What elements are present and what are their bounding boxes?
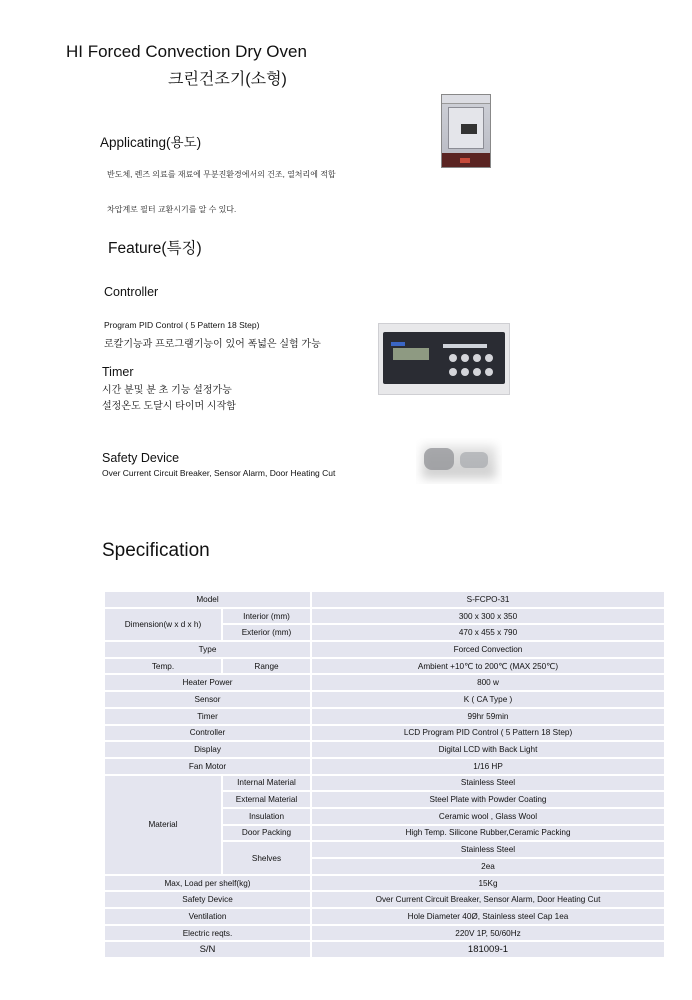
spec-value-fan: 1/16 HP [311, 758, 665, 775]
spec-label-dimension: Dimension(w x d x h) [104, 608, 222, 641]
feature-heading: Feature(특징) [108, 240, 202, 257]
spec-label-electric: Electric reqts. [104, 925, 311, 942]
applicating-line-1: 반도체, 렌즈 의료를 재료에 무분진환경에서의 건조, 열처리에 적합 [107, 170, 336, 179]
spec-label-ventilation: Ventilation [104, 908, 311, 925]
table-row [104, 591, 665, 608]
table-row [104, 674, 665, 691]
timer-line-1: 시간 분및 분 초 기능 설정가능 [102, 385, 232, 396]
spec-label-display: Display [104, 741, 311, 758]
spec-label-insulation: Insulation [222, 808, 311, 825]
spec-value-range: Ambient +10℃ to 200℃ (MAX 250℃) [311, 658, 665, 675]
applicating-heading: Applicating(용도) [100, 135, 202, 150]
spec-value-electric: 220V 1P, 50/60Hz [311, 925, 665, 942]
spec-label-sensor: Sensor [104, 691, 311, 708]
table-row [104, 941, 665, 958]
spec-value-shelves-material: Stainless Steel [311, 841, 665, 858]
table-row [104, 691, 665, 708]
table-row [104, 608, 665, 625]
spec-label-external: External Material [222, 791, 311, 808]
applicating-line-2: 차압계로 필터 교환시기를 알 수 있다. [107, 205, 237, 214]
controller-line-ko: 로칼기능과 프로그램기능이 있어 폭넓은 실험 가능 [104, 339, 321, 350]
safety-line: Over Current Circuit Breaker, Sensor Alarm, Door Heating Cut [102, 468, 336, 478]
spec-label-model: Model [104, 591, 311, 608]
page-title: HI Forced Convection Dry Oven [66, 42, 307, 61]
spec-label-safety: Safety Device [104, 891, 311, 908]
table-row [104, 741, 665, 758]
spec-label-heater: Heater Power [104, 674, 311, 691]
spec-label-type: Type [104, 641, 311, 658]
safety-heading: Safety Device [102, 451, 180, 465]
controller-image [378, 323, 510, 395]
specification-table [103, 590, 666, 959]
table-row [104, 708, 665, 725]
spec-value-interior: 300 x 300 x 350 [311, 608, 665, 625]
spec-label-material: Material [104, 775, 222, 875]
spec-value-exterior: 470 x 455 x 790 [311, 624, 665, 641]
spec-label-internal: Internal Material [222, 775, 311, 792]
spec-value-heater: 800 w [311, 674, 665, 691]
spec-value-safety: Over Current Circuit Breaker, Sensor Alarm, Door Heating Cut [311, 891, 665, 908]
spec-value-timer: 99hr 59min [311, 708, 665, 725]
spec-value-insulation: Ceramic wool , Glass Wool [311, 808, 665, 825]
spec-value-type: Forced Convection [311, 641, 665, 658]
spec-value-internal: Stainless Steel [311, 775, 665, 792]
spec-label-timer: Timer [104, 708, 311, 725]
safety-device-image [416, 438, 502, 484]
spec-label-load: Max, Load per shelf(kg) [104, 875, 311, 892]
table-row [104, 908, 665, 925]
specification-heading: Specification [102, 540, 210, 561]
oven-product-image [441, 94, 491, 168]
table-row [104, 758, 665, 775]
spec-label-temp: Temp. [104, 658, 222, 675]
spec-value-display: Digital LCD with Back Light [311, 741, 665, 758]
spec-label-exterior: Exterior (mm) [222, 624, 311, 641]
table-row [104, 658, 665, 675]
spec-label-range: Range [222, 658, 311, 675]
table-row [104, 891, 665, 908]
page-subtitle: 크린건조기(소형) [168, 71, 287, 88]
spec-value-model: S-FCPO-31 [311, 591, 665, 608]
table-row [104, 875, 665, 892]
spec-label-packing: Door Packing [222, 825, 311, 842]
spec-label-sn: S/N [104, 941, 311, 958]
timer-line-2: 설정온도 도달시 타이머 시작함 [102, 401, 236, 412]
spec-label-shelves: Shelves [222, 841, 311, 874]
spec-label-fan: Fan Motor [104, 758, 311, 775]
spec-label-interior: Interior (mm) [222, 608, 311, 625]
spec-value-shelves-count: 2ea [311, 858, 665, 875]
spec-value-sn: 181009-1 [311, 941, 665, 958]
controller-line-en: Program PID Control ( 5 Pattern 18 Step) [104, 320, 260, 330]
spec-value-ventilation: Hole Diameter 40Ø, Stainless steel Cap 1ea [311, 908, 665, 925]
controller-heading: Controller [104, 285, 159, 299]
spec-value-external: Steel Plate with Powder Coating [311, 791, 665, 808]
table-row [104, 725, 665, 742]
spec-value-sensor: K ( CA Type ) [311, 691, 665, 708]
table-row [104, 641, 665, 658]
spec-value-load: 15Kg [311, 875, 665, 892]
spec-value-packing: High Temp. Silicone Rubber,Ceramic Packing [311, 825, 665, 842]
table-row [104, 775, 665, 792]
timer-heading: Timer [102, 365, 134, 379]
table-row [104, 925, 665, 942]
spec-label-controller: Controller [104, 725, 311, 742]
spec-value-controller: LCD Program PID Control ( 5 Pattern 18 Step) [311, 725, 665, 742]
